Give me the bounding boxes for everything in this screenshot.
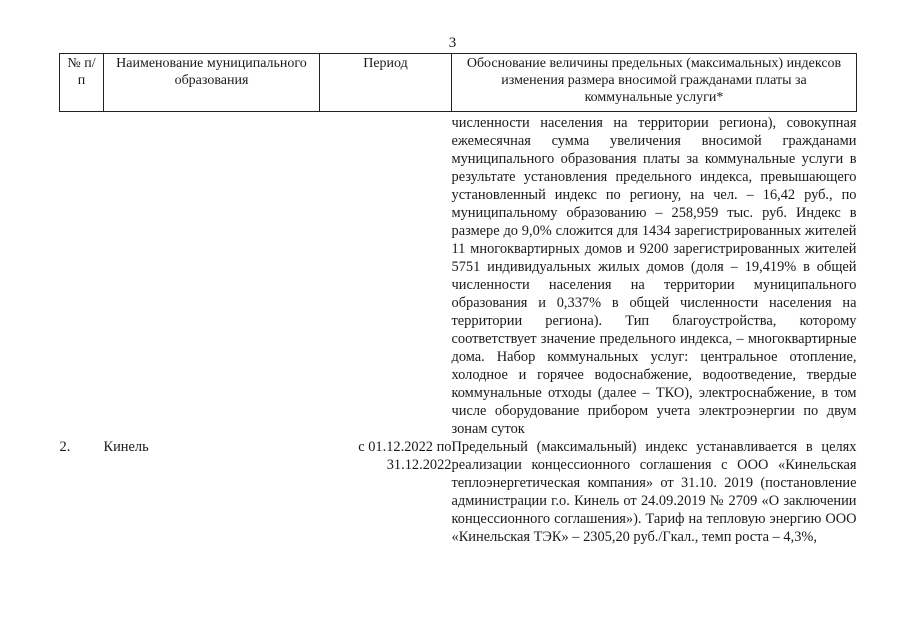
row-number: 2. — [59, 439, 71, 455]
table-body — [60, 112, 857, 547]
row-municipality: Кинель — [103, 439, 149, 455]
table-header — [60, 54, 857, 112]
header-justification: Обоснование величины предельных (максимальных) индексов изменения размера вносимой гражданами платы за коммунальные услуги* — [452, 54, 857, 112]
row-justification: численности населения на территории региона), совокупная ежемесячная сумма увеличения вносимой гражданами муниципального образования платы за коммунальные услуги в результате установления предельного индекса, превышающего установленный индекс по региону, на чел. – 16,42 руб., по муниципальному образованию – 258,959 тыс. руб. Индекс в размере до 9,0% сложится для 1434 зарегистрированных жителей 11 многоквартирных домов и 9200 зарегистрированных жителей 5751 индивидуальных жилых домов (доля – 19,419% в общей численности населения на территории муниципального образования и 0,337% в общей численности населения на территории региона). Тип благоустройства, которому соответствует значение предельного индекса, – многоквартирные дома. Набор коммунальных услуг: центральное отопление, холодное и горячее водоснабжение, водоотведение, твердые коммунальные отходы (далее – ТКО), электроснабжение, в том числе оборудование прибором учета электроэнергии по двум зонам суток — [451, 115, 857, 437]
table-row — [60, 112, 857, 439]
row-period: с 01.12.2022 по 31.12.2022 — [358, 439, 452, 473]
row-justification: Предельный (максимальный) индекс устанавливается в целях реализации концессионного соглашения с ООО «Кинельская теплоэнергетическая компания» от 31.10. 2019 (постановление администрации г.о. Кинель от 24.09.2019 № 2709 «О заключении концессионного соглашения»). Тариф на тепловую энергию ООО «Кинельская ТЭК» – 2305,20 руб./Гкал., темп роста – 4,3%, — [451, 439, 857, 545]
row-number — [60, 112, 104, 439]
page-number: 3 — [448, 35, 457, 51]
row-municipality — [104, 112, 320, 439]
table-row — [60, 438, 857, 546]
tariff-index-table — [59, 53, 857, 546]
header-row — [60, 54, 857, 112]
header-municipality: Наименование муниципального образования — [104, 54, 320, 112]
row-period — [320, 112, 452, 439]
header-period: Период — [320, 54, 452, 112]
header-number: № п/п — [60, 54, 104, 112]
